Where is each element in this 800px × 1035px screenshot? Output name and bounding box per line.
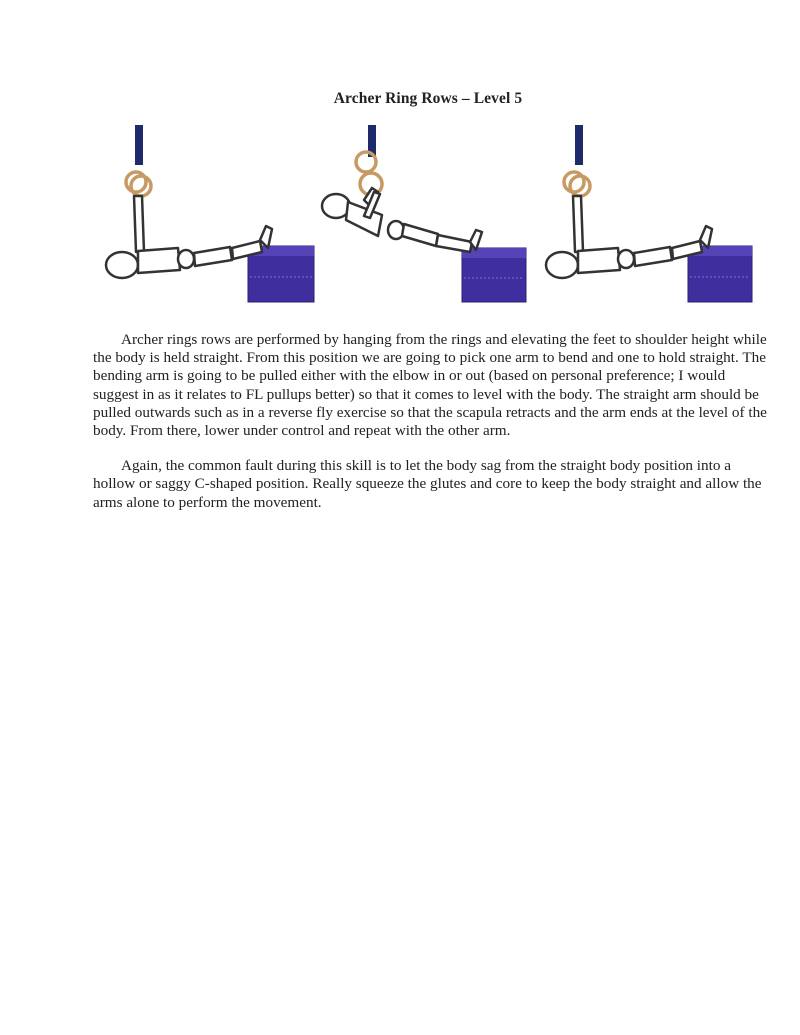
figure-frame-end — [542, 120, 757, 310]
exercise-illustration — [100, 120, 760, 310]
ring-strap — [135, 125, 143, 165]
figure-frame-archer-pull — [320, 120, 535, 310]
paragraph: Again, the common fault during this skill is to let the body sag from the straight body position into a hollow or saggy C-shaped position. Really squeeze the glutes and core to keep the body straight and allow the arms alone to perform the movement. — [93, 457, 762, 511]
figure-frame-start — [100, 120, 315, 310]
body-text — [93, 331, 769, 529]
mannequin-figure — [106, 196, 272, 278]
paragraph: Archer rings rows are performed by hanging from the rings and elevating the feet to shoulder height while the body is held straight. From this position we are going to pick one arm to bend and one to hold straight. The bending arm is going to be pulled either with the elbow in or out (based on personal preference; I would suggest in as it relates to FL pullups better) so that it comes to level with the body. The straight arm should be pulled outwards such as in a reverse fly exercise so that the scapula retracts and the arm ends at the level of the body. From there, lower under control and repeat with the other arm. — [93, 331, 767, 440]
gymnastic-ring — [131, 176, 151, 196]
mannequin-figure — [546, 196, 712, 278]
page-title: Archer Ring Rows – Level 5 — [333, 90, 523, 107]
gymnastic-ring — [356, 152, 376, 172]
mannequin-figure — [322, 188, 482, 252]
ring-strap — [575, 125, 583, 165]
gymnastic-ring — [570, 176, 590, 196]
